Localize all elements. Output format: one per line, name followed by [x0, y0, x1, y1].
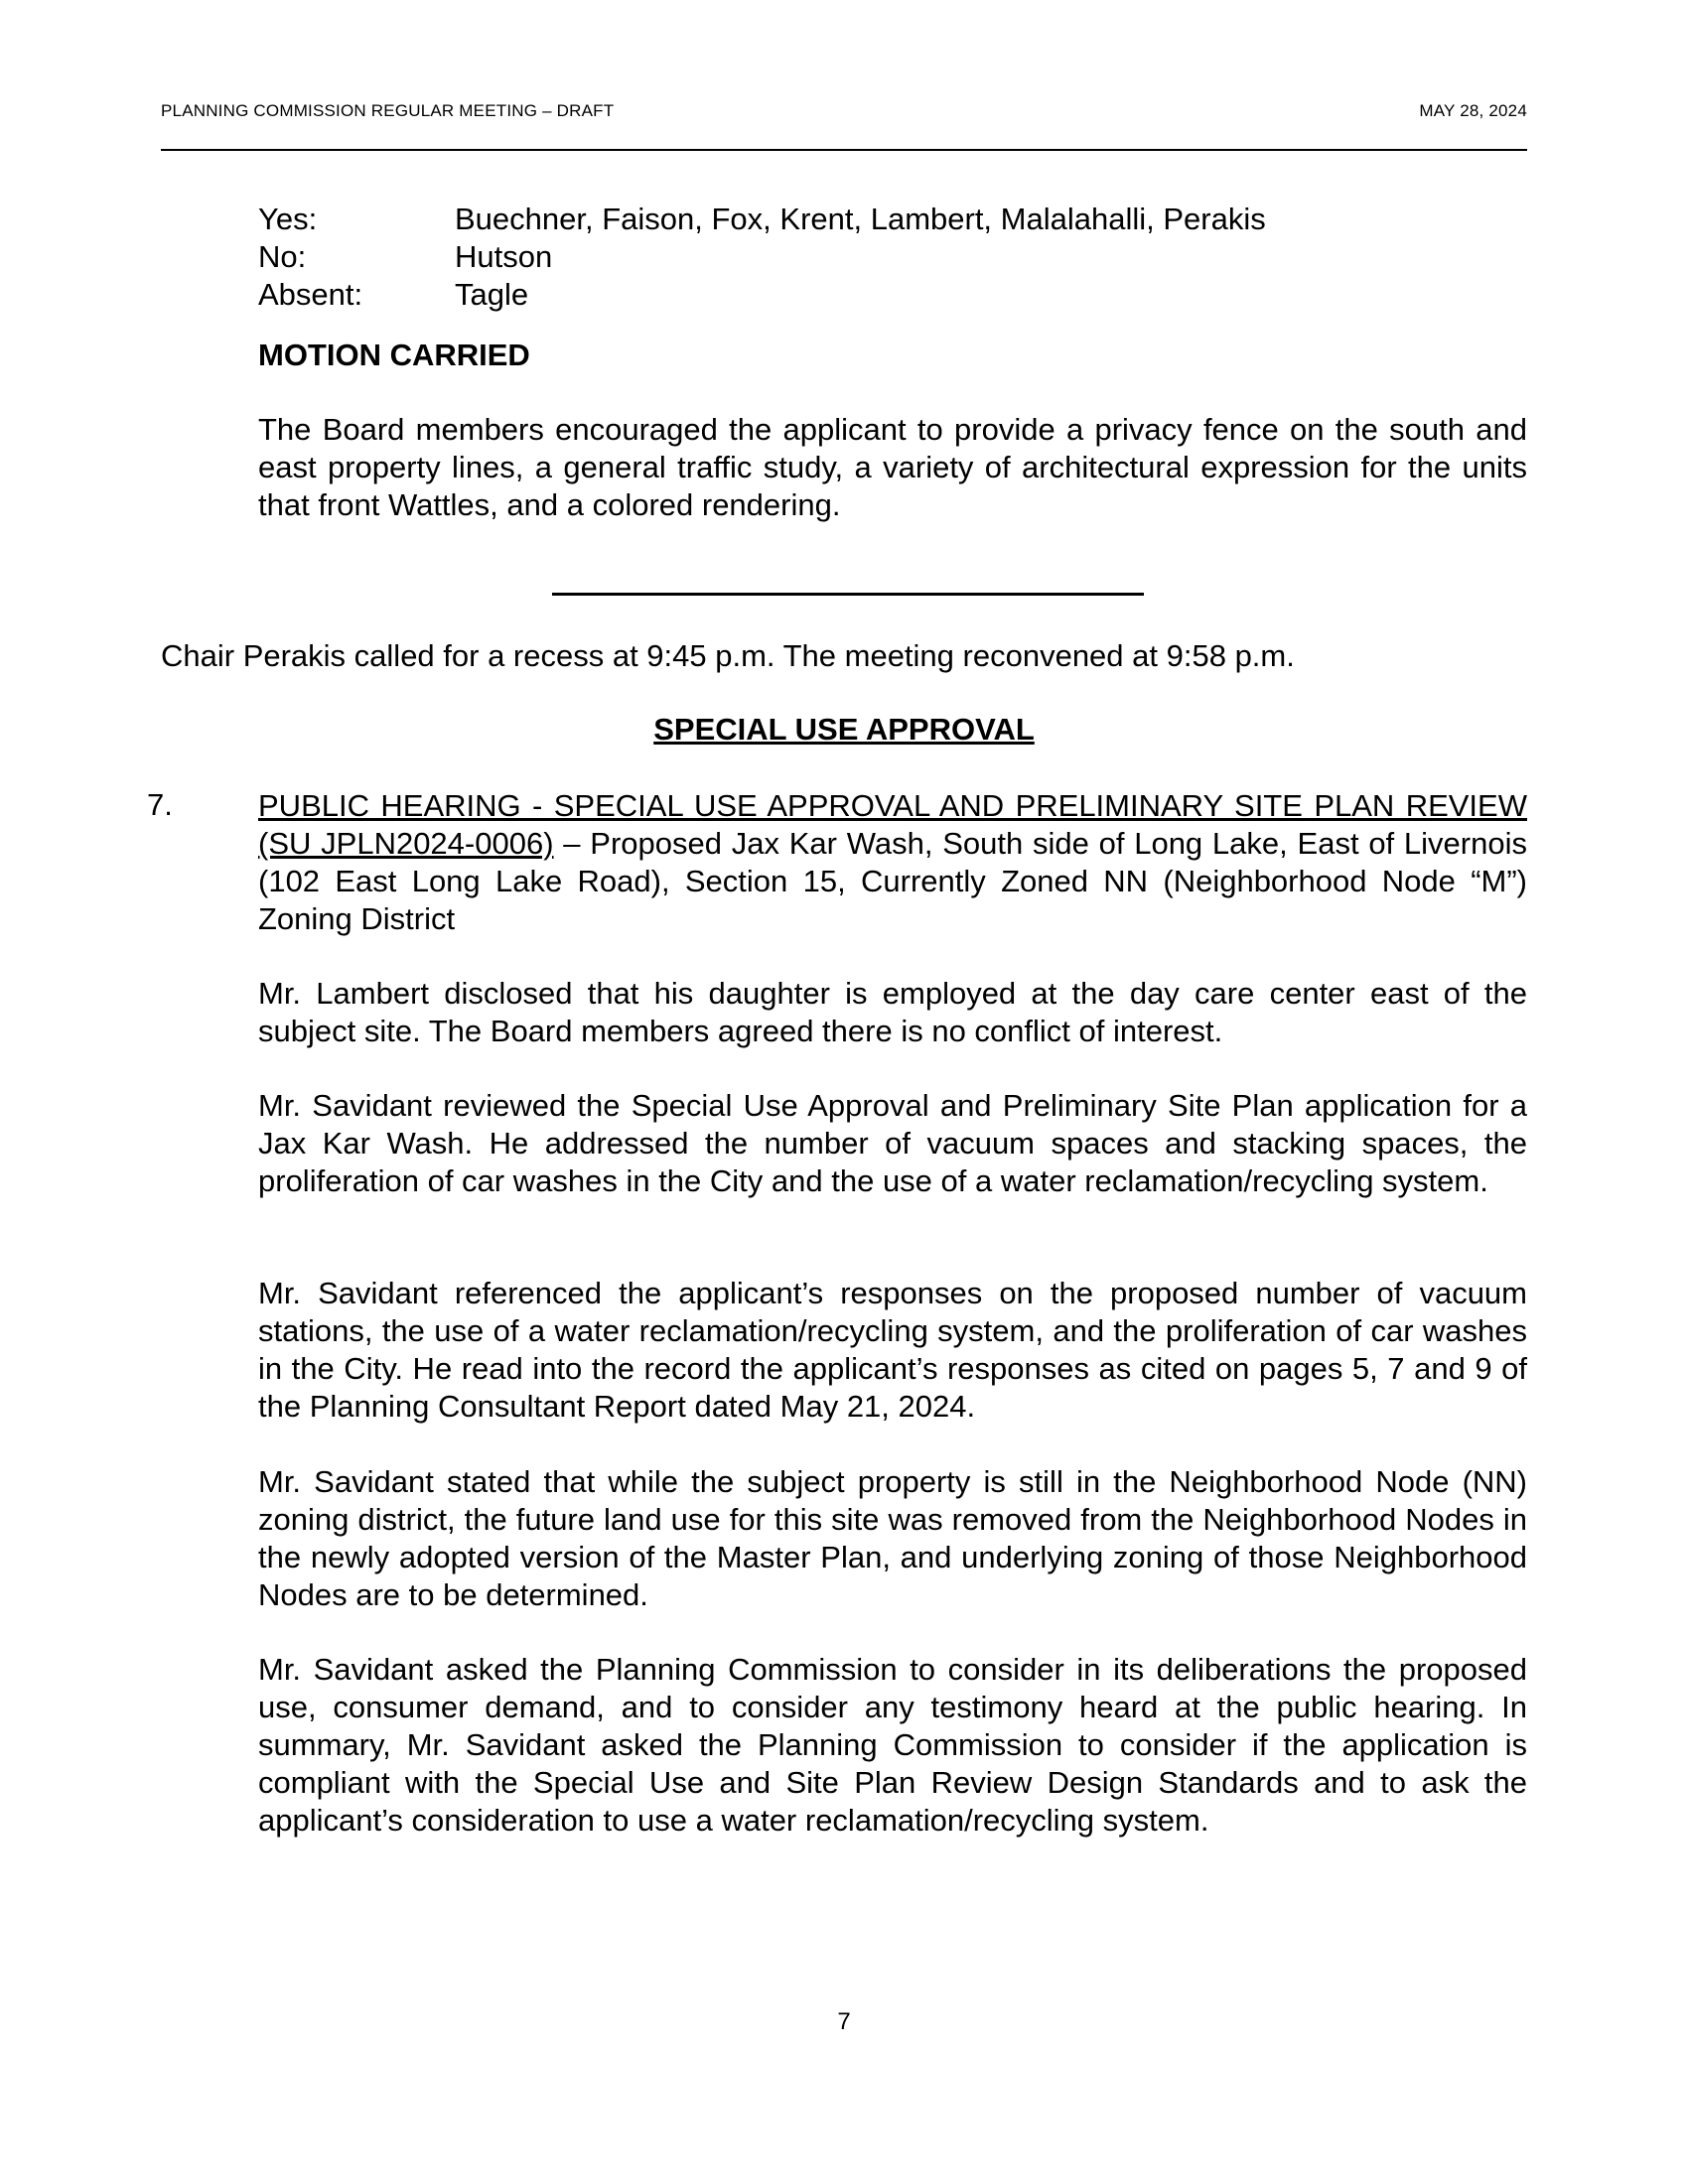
vote-value: Buechner, Faison, Fox, Krent, Lambert, Malalahalli, Perakis	[455, 202, 1266, 236]
vote-row-no	[258, 238, 1266, 276]
header-date: MAY 28, 2024	[1419, 101, 1527, 120]
section-divider	[552, 593, 1144, 596]
paragraph-responses: Mr. Savidant referenced the applicant’s responses on the proposed number of vacuum stations, the use of a water reclamation/recycling system, and the proliferation of car washes in the City. He read into the record the applicant’s responses as cited on pages 5, 7 and 9 of the Planning Consultant Report dated May 21, 2024.	[258, 1276, 1527, 1424]
paragraph-summary: Mr. Savidant asked the Planning Commission to consider in its deliberations the proposed use, consumer demand, and to consider any testimony heard at the public hearing. In summary, Mr. Savidant asked the Planning Commission to consider if the application is compliant with the Special Use and Site Plan Review Design Standards and to ask the applicant’s consideration to use a water reclamation/recycling system.	[258, 1652, 1527, 1838]
agenda-item-description: – Proposed Jax Kar Wash, South side of Long Lake, East of Livernois (102 East Long Lake Road), Section 15, Currently Zoned NN (Neighborhood Node “M”) Zoning District	[258, 826, 1527, 936]
vote-row-yes	[258, 201, 1266, 238]
page-header	[161, 101, 1527, 151]
agenda-item-number: 7.	[147, 787, 173, 822]
header-meeting-title: PLANNING COMMISSION REGULAR MEETING – DRAFT	[161, 101, 615, 120]
recess-note: Chair Perakis called for a recess at 9:45 p.m. The meeting reconvened at 9:58 p.m.	[161, 638, 1295, 673]
vote-value: Hutson	[455, 239, 553, 274]
paragraph-review: Mr. Savidant reviewed the Special Use Approval and Preliminary Site Plan application for a Jax Kar Wash. He addressed the number of vacuum spaces and stacking spaces, the proliferation of car washes in the City and the use of a water reclamation/recycling system.	[258, 1088, 1527, 1198]
motion-result: MOTION CARRIED	[258, 338, 530, 372]
agenda-item-title: PUBLIC HEARING - SPECIAL USE APPROVAL AND PRELIMINARY SITE PLAN REVIEW (SU JPLN2024-0006)	[258, 788, 1527, 861]
agenda-item-heading	[258, 787, 1527, 938]
section-heading: SPECIAL USE APPROVAL	[653, 712, 1035, 747]
vote-tally	[258, 201, 1266, 314]
paragraph-disclosure: Mr. Lambert disclosed that his daughter is employed at the day care center east of the subject site. The Board members agreed there is no conflict of interest.	[258, 976, 1527, 1048]
paragraph-zoning: Mr. Savidant stated that while the subject property is still in the Neighborhood Node (NN) zoning district, the future land use for this site was removed from the Neighborhood Nodes in the newly adopted version of the Master Plan, and underlying zoning of those Neighborhood Nodes are to be determined.	[258, 1464, 1527, 1612]
board-note-paragraph: The Board members encouraged the applicant to provide a privacy fence on the south and east property lines, a general traffic study, a variety of architectural expression for the units that front Wattles, and a colored rendering.	[258, 412, 1527, 522]
vote-row-absent	[258, 276, 1266, 314]
vote-value: Tagle	[455, 277, 529, 312]
page-number: 7	[837, 2008, 851, 2035]
vote-label: No:	[258, 239, 307, 274]
vote-label: Yes:	[258, 202, 318, 236]
vote-label: Absent:	[258, 277, 363, 312]
